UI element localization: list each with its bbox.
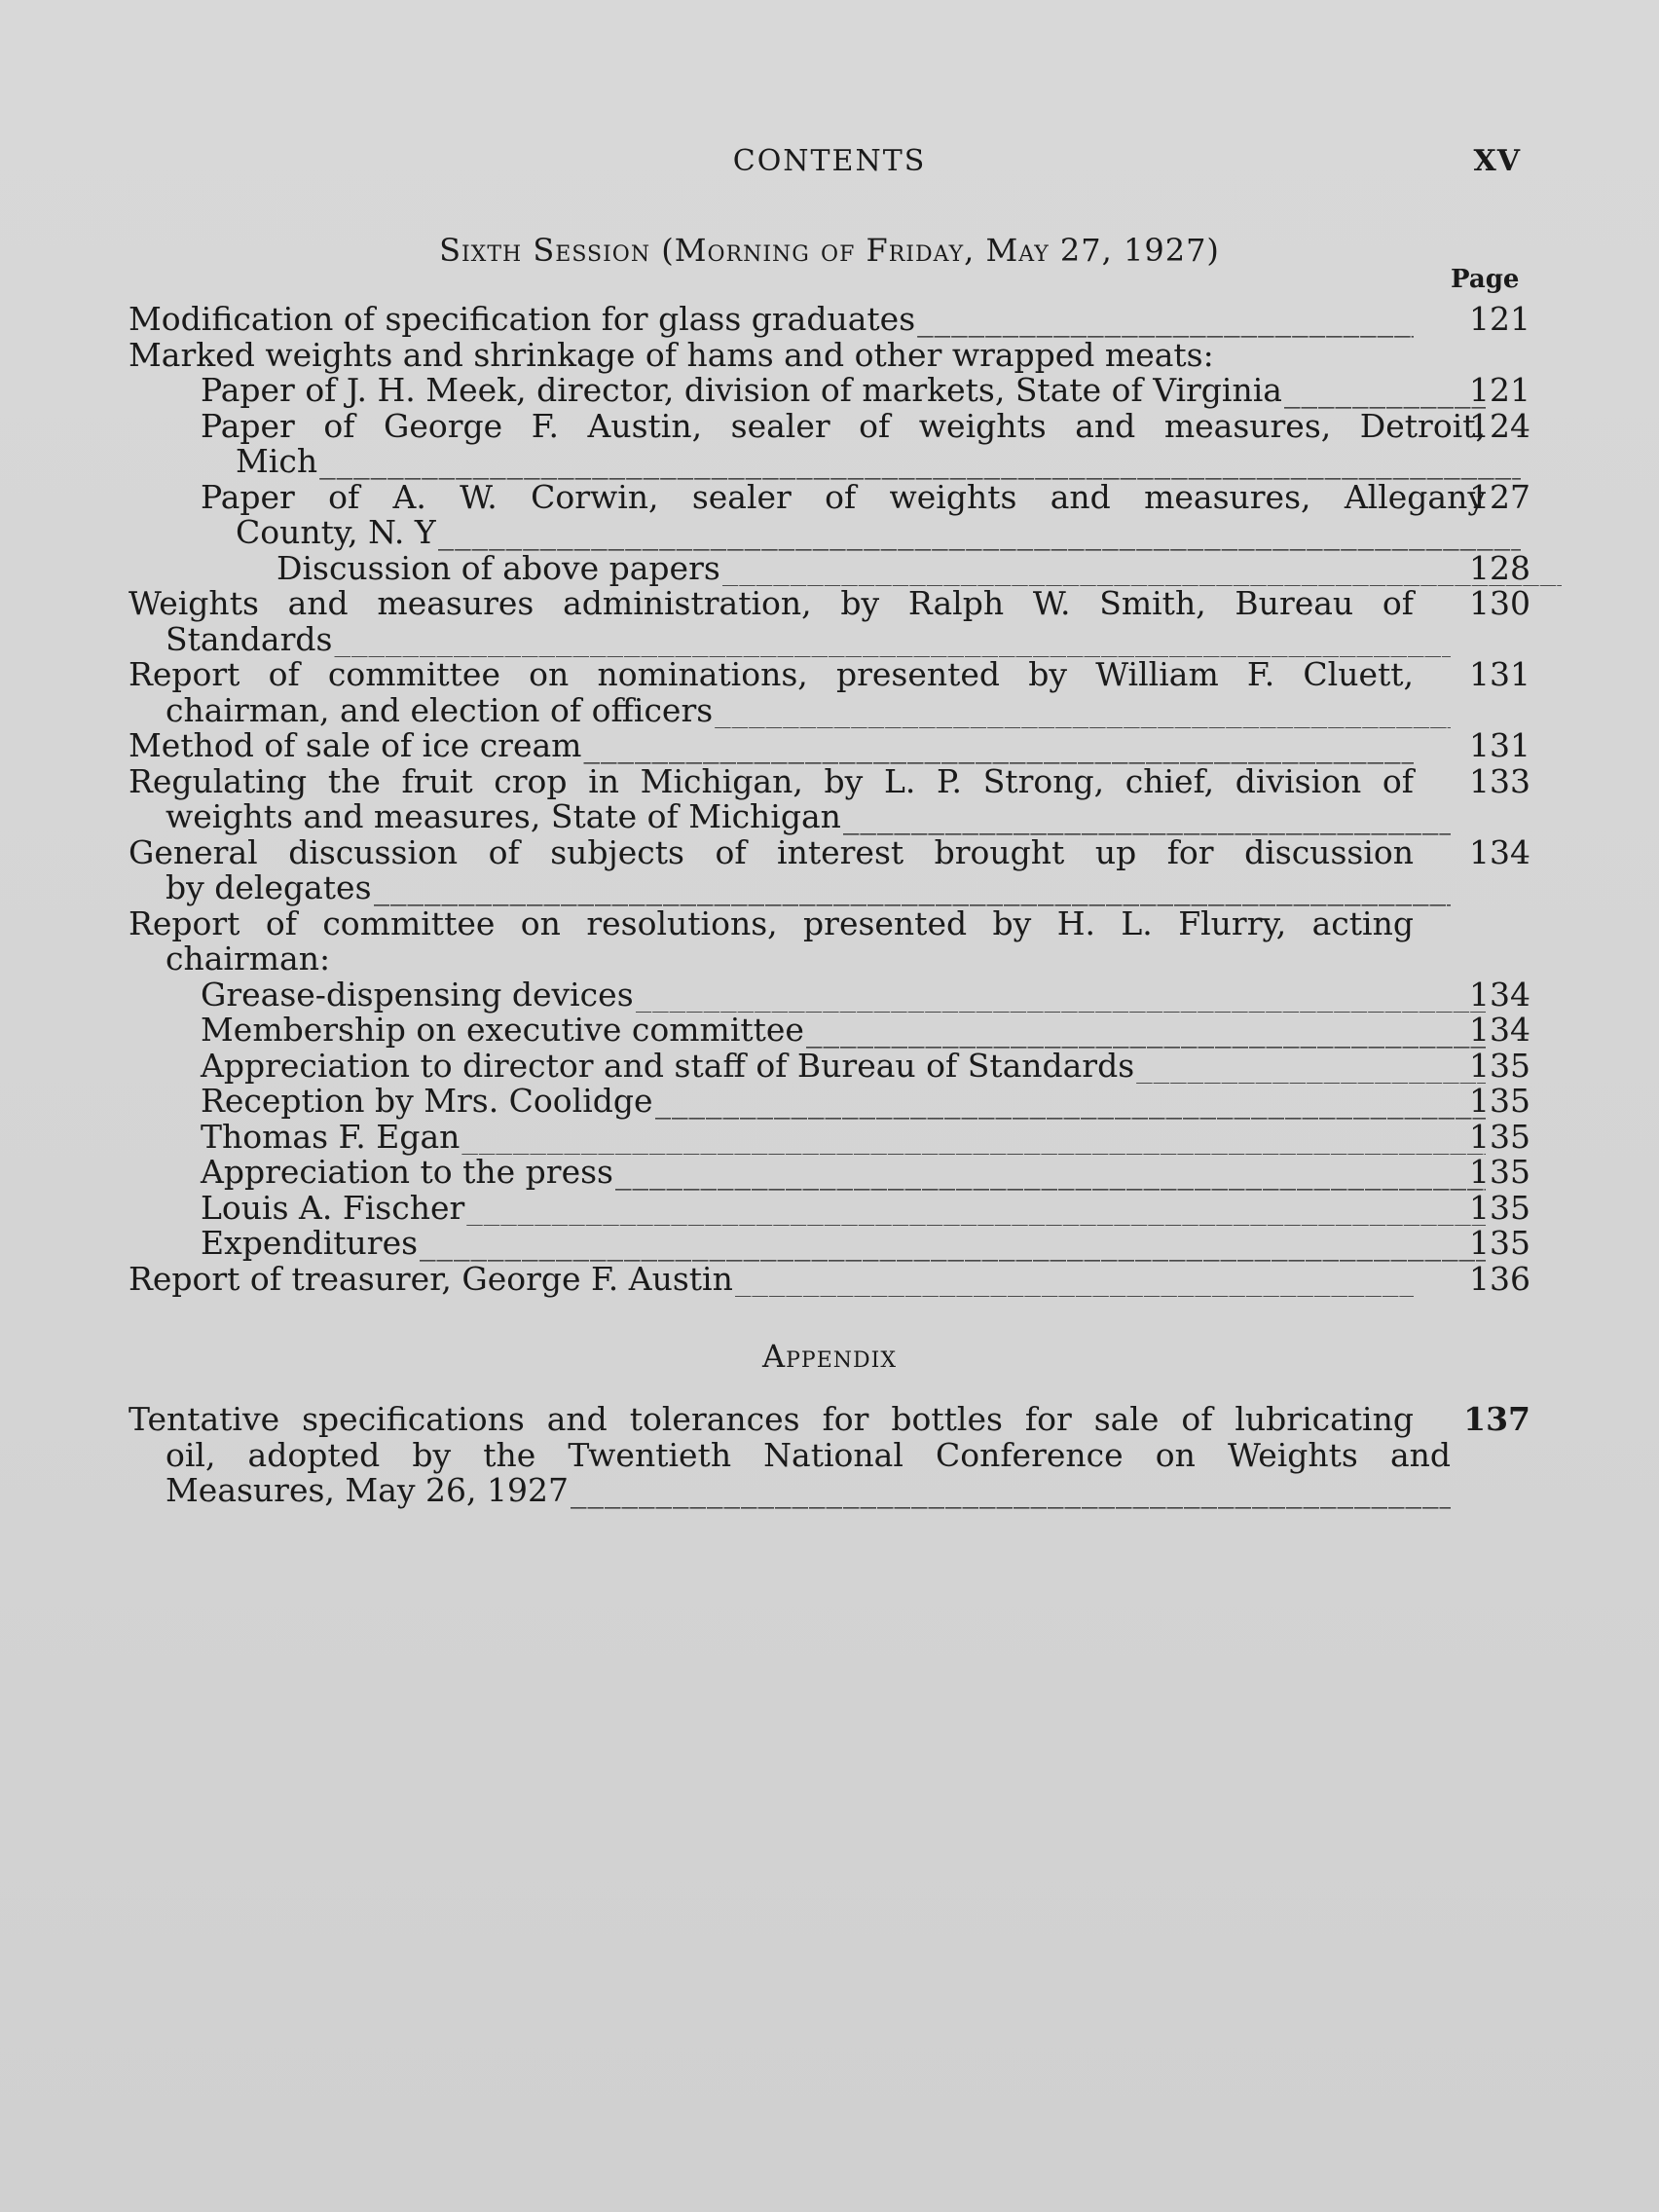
toc-entry [129, 832, 1530, 906]
toc-entry [129, 548, 1530, 587]
toc-entry-text: Thomas F. Egan [201, 1117, 461, 1156]
toc-entry-text-cont: weights and measures, State of Michigan [166, 797, 841, 835]
toc-entry-text-cont: County, N. Y [236, 513, 436, 551]
toc-entry-text: Tentative specifications and tolerances for bottles for sale of lubricating [129, 1400, 1414, 1438]
toc-page-number: 127 [1469, 477, 1530, 516]
toc-page-number: 136 [1469, 1259, 1530, 1298]
dot-leader [735, 1262, 1414, 1298]
dot-leader [843, 799, 1451, 835]
toc-entry-text: Regulating the fruit crop in Michigan, by L. P. Strong, chief, division of [129, 761, 1414, 800]
toc-entry-text: Grease-dispensing devices [201, 975, 634, 1014]
toc-entry-text-cont: chairman: [166, 940, 331, 977]
toc-entry-text: Membership on executive committee [201, 1011, 804, 1049]
toc-entry [129, 1402, 1530, 1509]
dot-leader [583, 728, 1414, 764]
appendix-list [129, 1402, 1530, 1509]
toc-page-number: 131 [1469, 726, 1530, 764]
toc-page-number: 135 [1469, 1224, 1530, 1262]
dot-leader [461, 1120, 1486, 1156]
toc-entry-text: Report of treasurer, George F. Austin [129, 1259, 733, 1298]
page-title: CONTENTS [732, 144, 927, 178]
page-folio: XV [1473, 144, 1521, 178]
toc-page-number: 135 [1469, 1188, 1530, 1227]
toc-entry-text: Appreciation to director and staff of Bureau of Standards [201, 1046, 1135, 1085]
toc-entry [129, 977, 1530, 1014]
toc-page-number: 135 [1469, 1046, 1530, 1085]
toc-entry-text: Report of committee on nominations, presented by William F. Cluett, [129, 655, 1414, 693]
toc-entry-text: Reception by Mrs. Coolidge [201, 1082, 653, 1120]
toc-entry-text-cont: Measures, May 26, 1927 [166, 1471, 569, 1509]
dot-leader [806, 1013, 1486, 1049]
toc-entry [129, 728, 1530, 764]
toc-entry-text: Paper of A. W. Corwin, sealer of weights and measures, Allegany [201, 477, 1486, 516]
toc-entry-text: Report of committee on resolutions, presented by H. L. Flurry, acting [129, 903, 1414, 942]
dot-leader [466, 1191, 1486, 1227]
toc-entry-text: General discussion of subjects of interest brought up for discussion [129, 832, 1414, 871]
dot-leader [374, 870, 1451, 906]
toc-entry [129, 1188, 1530, 1227]
toc-entry [129, 1084, 1530, 1120]
toc-entry [129, 1046, 1530, 1085]
toc-entry [129, 761, 1530, 835]
toc-entry [129, 335, 1530, 374]
toc-entry-text: Discussion of above papers [276, 548, 720, 587]
toc-entry [129, 586, 1530, 657]
dot-leader [438, 515, 1521, 551]
session-heading: Sixth Session (Morning of Friday, May 27, 1927) [439, 232, 1220, 269]
toc-page-number: 130 [1469, 584, 1530, 622]
toc-entry [129, 373, 1530, 409]
toc-entry-text: Appreciation to the press [201, 1153, 613, 1191]
toc-entry-text-cont: Standards [166, 619, 333, 658]
toc-entry-text: Modification of specification for glass graduates [129, 300, 916, 338]
toc-page-number: 128 [1469, 548, 1530, 587]
dot-leader [715, 693, 1451, 729]
toc-entry-text: Expenditures [201, 1224, 419, 1262]
toc-page-number: 121 [1469, 371, 1530, 409]
toc-entry [129, 1226, 1530, 1262]
toc-page-number: 121 [1469, 300, 1530, 338]
toc-page-number: 133 [1469, 761, 1530, 800]
dot-leader [319, 444, 1521, 480]
toc-entry [129, 657, 1530, 728]
dot-leader [917, 302, 1414, 338]
toc-entry-text: Method of sale of ice cream [129, 726, 582, 764]
toc-entry-text: Weights and measures administration, by Ralph W. Smith, Bureau of [129, 584, 1414, 622]
toc-page-number: 134 [1469, 975, 1530, 1014]
toc-entry-text: Paper of J. H. Meek, director, division of markets, State of Virginia [201, 371, 1282, 409]
toc-page-number: 135 [1469, 1082, 1530, 1120]
toc-page-number: 135 [1469, 1117, 1530, 1156]
toc-page-number: 134 [1469, 1011, 1530, 1049]
dot-leader [571, 1473, 1451, 1509]
page-column-label: Page [1451, 265, 1520, 294]
toc-entry [129, 302, 1530, 338]
toc-entry-text: Marked weights and shrinkage of hams and other wrapped meats: [129, 335, 1214, 374]
toc-page-number: 135 [1469, 1153, 1530, 1191]
appendix-heading: Appendix [761, 1338, 897, 1375]
running-head [0, 144, 1659, 183]
toc-entry-text-cont: oil, adopted by the Twentieth National Conference on Weights and [166, 1435, 1451, 1474]
toc-entry-text: Louis A. Fischer [201, 1188, 465, 1227]
dot-leader [636, 977, 1486, 1014]
dot-leader [655, 1084, 1486, 1120]
toc-page-number: 124 [1469, 406, 1530, 445]
toc-page-number: 131 [1469, 655, 1530, 693]
dot-leader [420, 1226, 1486, 1262]
toc-entry-text-cont: Mich [236, 442, 318, 480]
dot-leader [334, 622, 1451, 658]
toc-entry [129, 1013, 1530, 1049]
toc-entry [129, 1259, 1530, 1298]
toc-entry [129, 1155, 1530, 1191]
toc-page-number: 134 [1469, 832, 1530, 871]
toc-entry [129, 477, 1530, 551]
toc-entry [129, 903, 1530, 977]
toc-entry [129, 1117, 1530, 1156]
toc-list [129, 302, 1530, 1297]
toc-entry-text-cont: chairman, and election of officers [166, 690, 714, 729]
toc-entry [129, 406, 1530, 480]
toc-page-number: 137 [1463, 1400, 1530, 1438]
toc-entry-text-cont: by delegates [166, 868, 372, 906]
dot-leader [615, 1155, 1486, 1191]
toc-entry-text: Paper of George F. Austin, sealer of weights and measures, Detroit, [201, 406, 1486, 445]
